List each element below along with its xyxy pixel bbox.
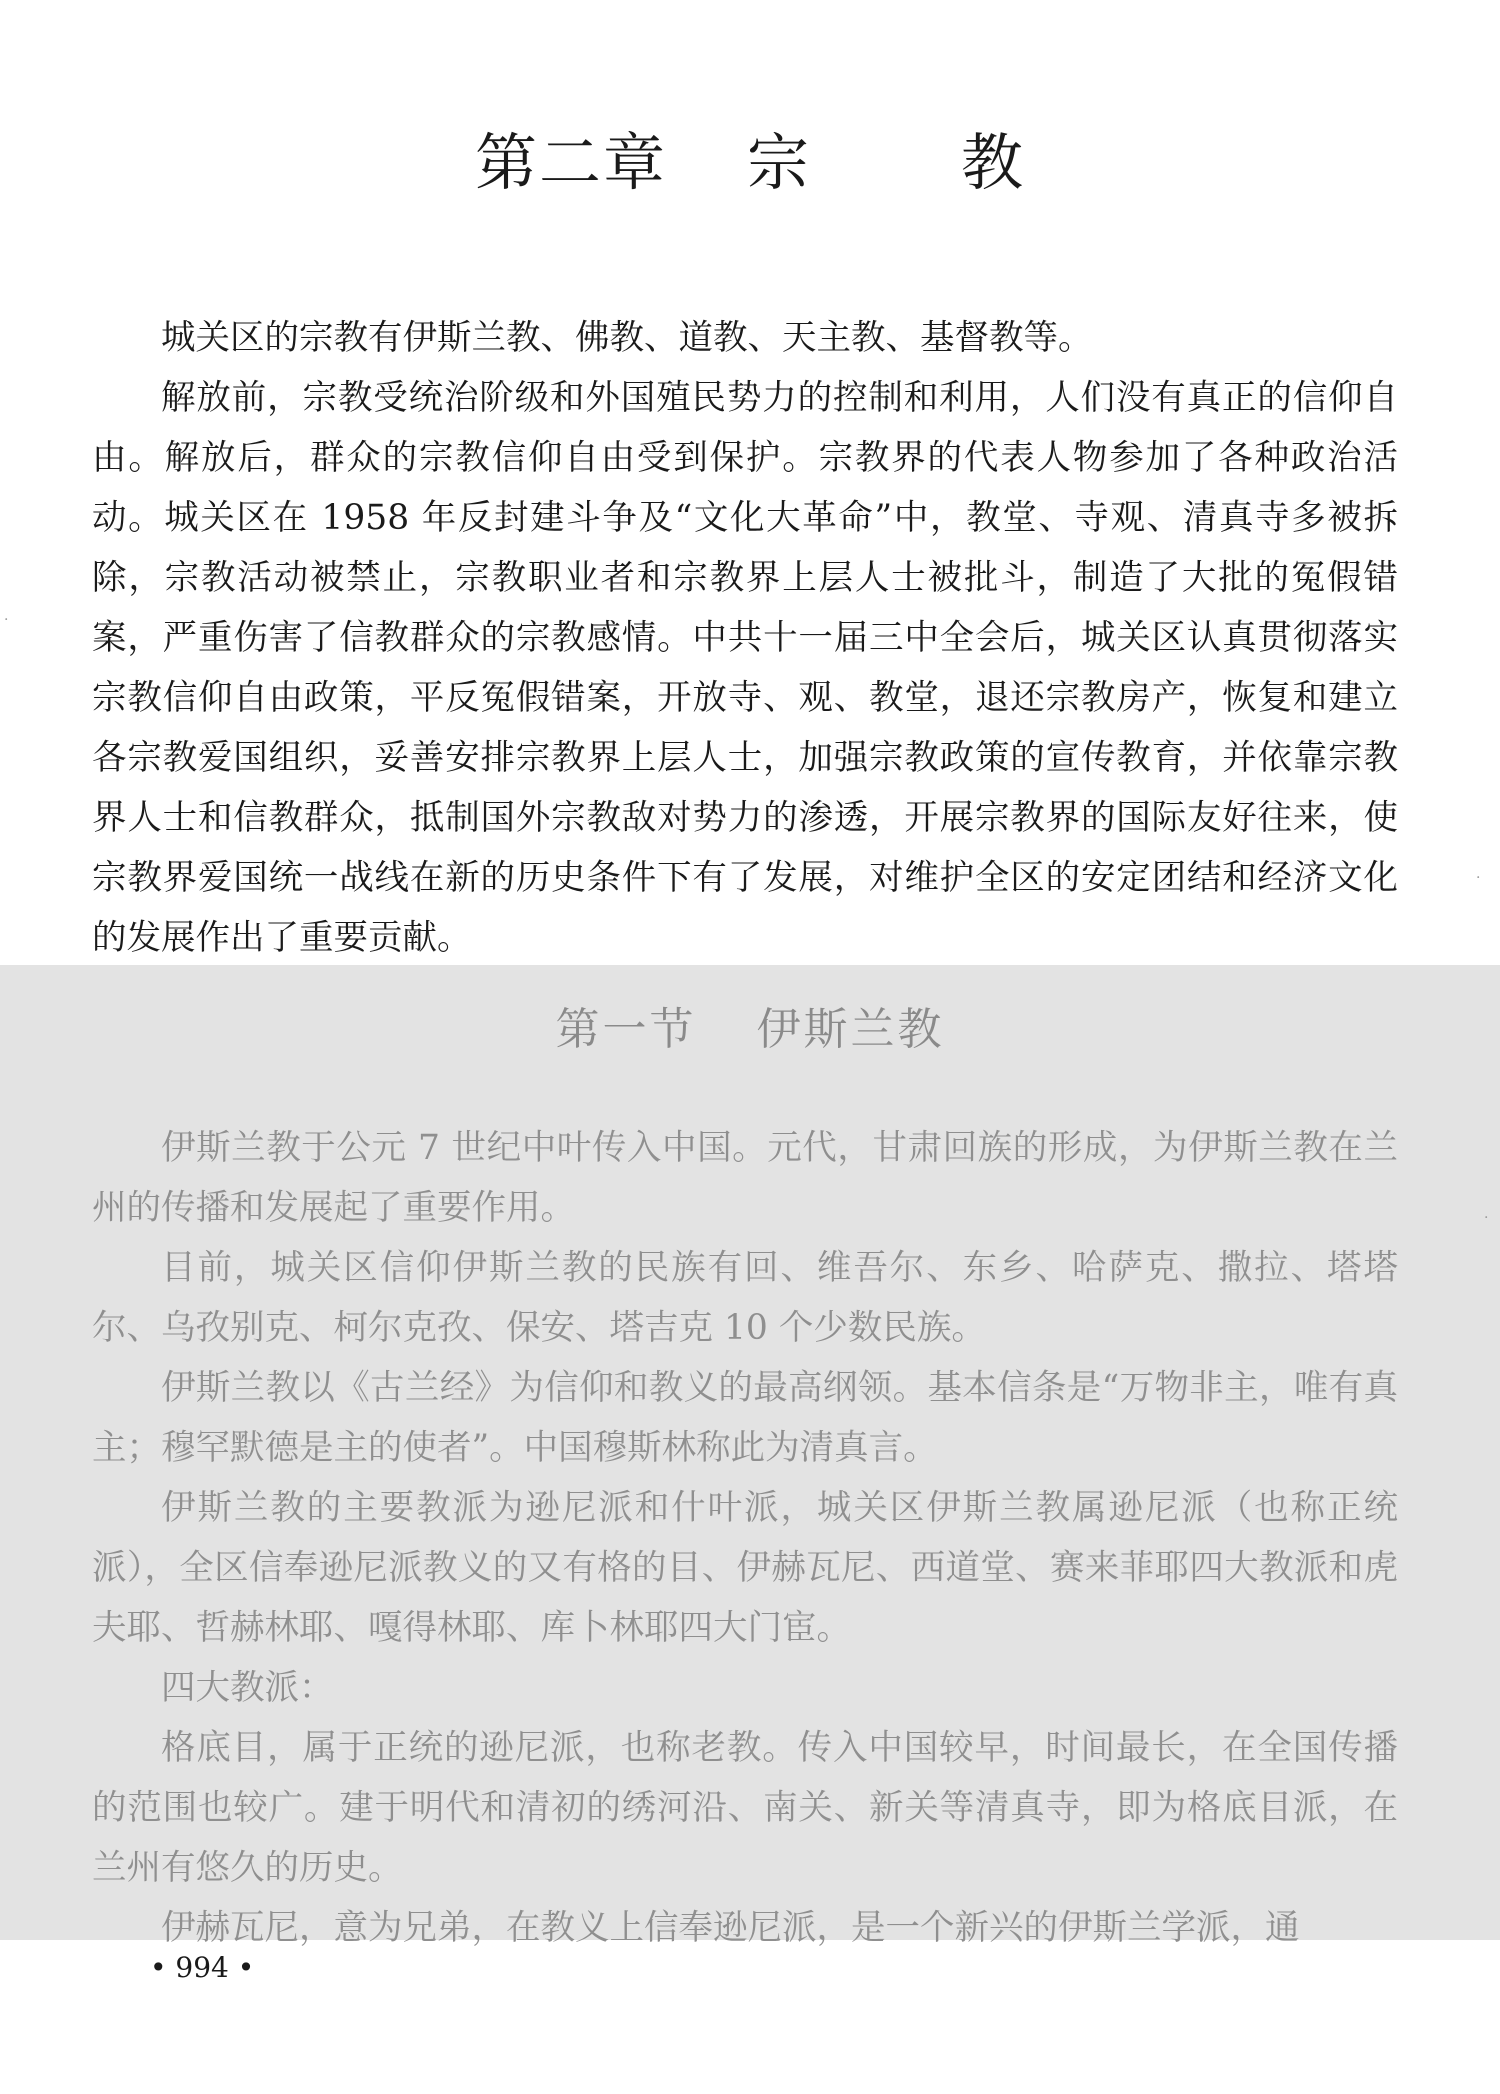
chapter-number: 第二章 <box>474 126 667 199</box>
intro-paragraph: 解放前，宗教受统治阶级和外国殖民势力的控制和利用，人们没有真正的信仰自由。解放后，群众的宗教信仰自由受到保护。宗教界的代表人物参加了各种政治活动。城关区在 1958 年反封建斗争及“文化大革命”中，教堂、寺观、清真寺多被拆除，宗教活动被禁止，宗教职业者和宗教界上层人士被批斗，制造了大批的冤假错案，严重伤害了信教群众的宗教感情。中共十一届三中全会后，城关区认真贯彻落实宗教信仰自由政策，平反冤假错案，开放寺、观、教堂，退还宗教房产，恢复和建立各宗教爱国组织，妥善安排宗教界上层人士，加强宗教政策的宣传教育，并依靠宗教界人士和信教群众，抵制国外宗教敌对势力的渗透，开展宗教界的国际友好往来，使宗教界爱国统一战线在新的历史条件下有了发展，对维护全区的安定团结和经济文化的发展作出了重要贡献。 <box>92 378 1398 958</box>
chapter-title-part1: 宗 <box>746 126 811 199</box>
chapter-intro <box>92 308 1398 968</box>
intro-paragraph: 城关区的宗教有伊斯兰教、佛教、道教、天主教、基督教等。 <box>161 318 1093 358</box>
section-paragraph: 四大教派： <box>161 1668 334 1708</box>
section-paragraph: 格底目，属于正统的逊尼派，也称老教。传入中国较早，时间最长，在全国传播的范围也较广。建于明代和清初的绣河沿、南关、新关等清真寺，即为格底目派，在兰州有悠久的历史。 <box>92 1728 1398 1888</box>
section-title <box>0 995 1500 1065</box>
section-paragraph: 伊斯兰教的主要教派为逊尼派和什叶派，城关区伊斯兰教属逊尼派（也称正统派），全区信奉逊尼派教义的又有格的目、伊赫瓦尼、西道堂、赛来菲耶四大教派和虎夫耶、哲赫林耶、嘎得林耶、库卜林耶四大门宦。 <box>92 1488 1398 1648</box>
page-number: • 994 • <box>150 1951 255 1984</box>
scan-speck: · <box>1484 1210 1489 1226</box>
section-name: 伊斯兰教 <box>756 1004 945 1055</box>
section-paragraph: 伊斯兰教以《古兰经》为信仰和教义的最高纲领。基本信条是“万物非主，唯有真主；穆罕默德是主的使者”。中国穆斯林称此为清真言。 <box>92 1368 1398 1468</box>
section-body <box>92 1118 1398 1958</box>
section-paragraph: 伊赫瓦尼，意为兄弟，在教义上信奉逊尼派，是一个新兴的伊斯兰学派，通 <box>161 1908 1300 1948</box>
scan-speck: · <box>1476 870 1481 886</box>
section-paragraph: 伊斯兰教于公元 7 世纪中叶传入中国。元代，甘肃回族的形成，为伊斯兰教在兰州的传播和发展起了重要作用。 <box>92 1128 1398 1228</box>
section-number: 第一节 <box>555 1004 697 1055</box>
scan-speck: · <box>4 612 9 628</box>
chapter-title <box>0 118 1500 208</box>
chapter-title-part2: 教 <box>961 126 1026 199</box>
section-paragraph: 目前，城关区信仰伊斯兰教的民族有回、维吾尔、东乡、哈萨克、撒拉、塔塔尔、乌孜别克、柯尔克孜、保安、塔吉克 10 个少数民族。 <box>92 1248 1398 1348</box>
